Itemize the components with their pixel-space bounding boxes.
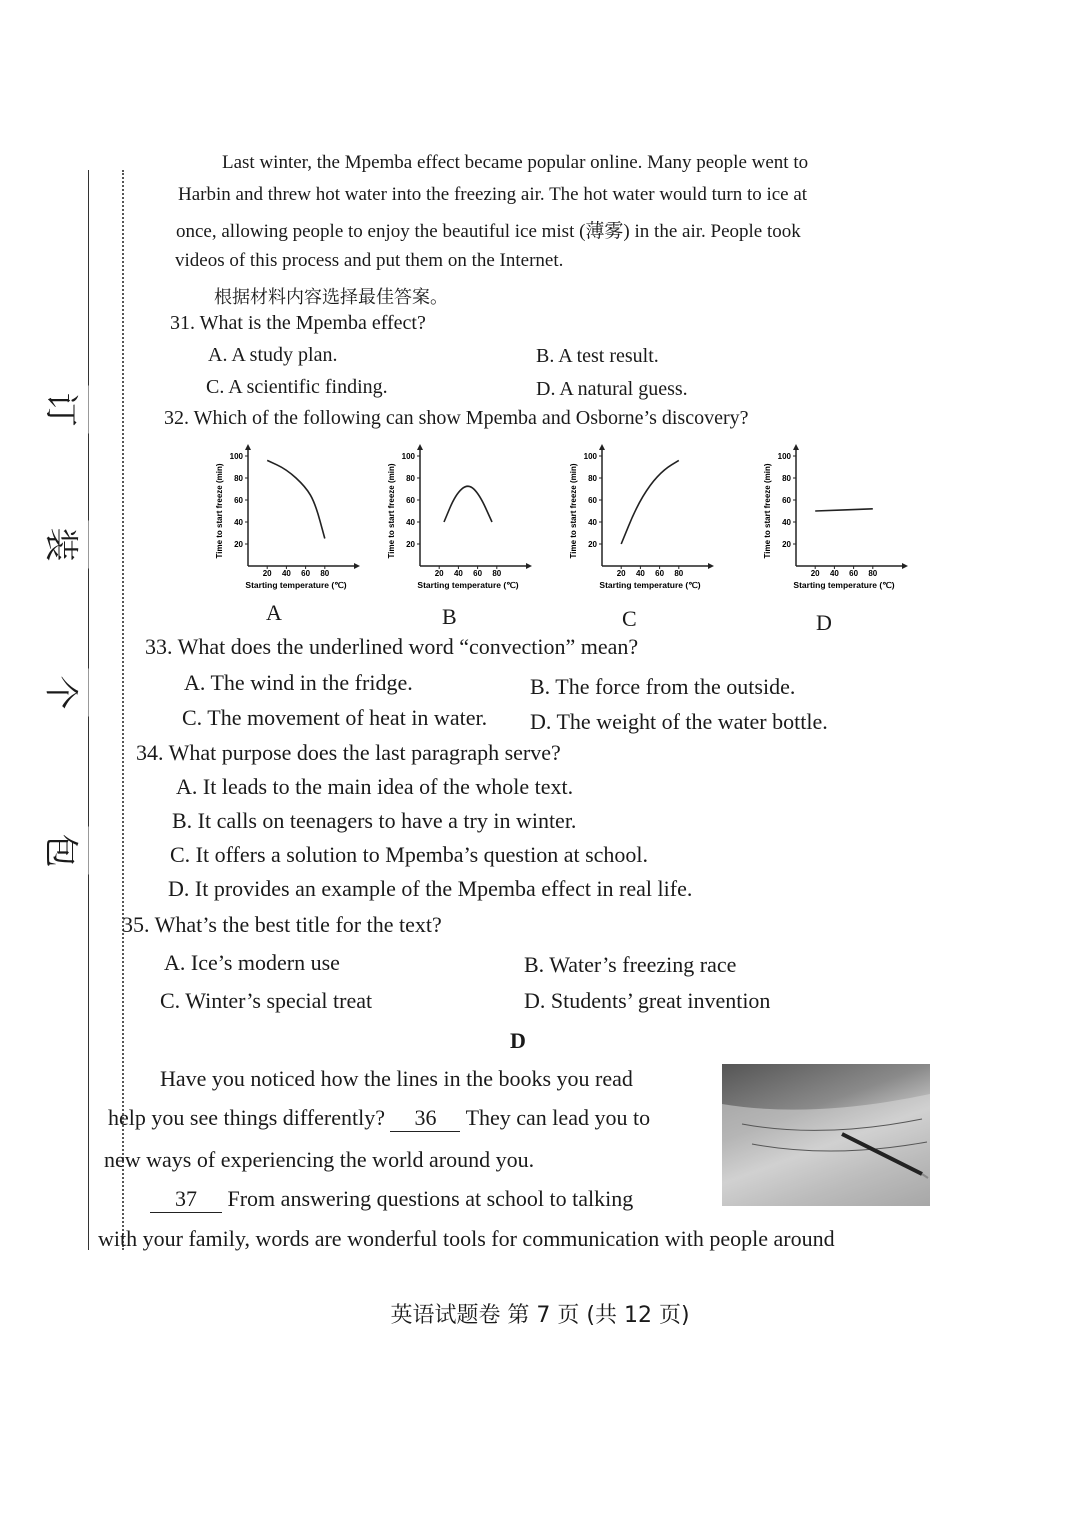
instruction: 根据材料内容选择最佳答案。 [214, 287, 448, 308]
binding-mark-zhuang: 装 [40, 521, 89, 569]
book-pen-illustration [722, 1064, 930, 1206]
y-axis-label: Time to start freeze (min) [387, 463, 396, 559]
q35-option-c: C. Winter’s special treat [160, 988, 373, 1013]
q35-option-a: A. Ice’s modern use [164, 950, 340, 975]
q33-stem: 33. What does the underlined word “convection” mean? [145, 634, 639, 659]
y-tick-label: 100 [777, 452, 791, 461]
y-tick-label: 80 [782, 474, 791, 483]
series-line [267, 460, 325, 538]
x-tick-label: 60 [655, 569, 665, 578]
x-tick-label: 20 [262, 569, 272, 578]
y-tick-label: 40 [406, 518, 415, 527]
x-tick-label: 80 [674, 569, 684, 578]
section-d-line-3: new ways of experiencing the world around you. [104, 1147, 535, 1172]
q33-option-b: B. The force from the outside. [530, 674, 796, 699]
series-line [621, 460, 679, 544]
chart-letter-c: C [622, 606, 637, 631]
x-tick-label: 40 [829, 569, 839, 578]
q32-stem: 32. Which of the following can show Mpemba and Osborne’s discovery? [164, 407, 749, 429]
passage-line-4: videos of this process and put them on the Internet. [175, 250, 564, 271]
x-tick-label: 40 [453, 569, 463, 578]
q33-option-d: D. The weight of the water bottle. [530, 709, 828, 734]
q35-option-b: B. Water’s freezing race [524, 952, 737, 977]
series-line [444, 486, 492, 522]
q33-option-c: C. The movement of heat in water. [182, 705, 488, 730]
chart-a [200, 448, 370, 598]
y-tick-label: 60 [782, 496, 791, 505]
y-tick-label: 100 [583, 452, 597, 461]
y-tick-label: 20 [234, 540, 243, 549]
section-d-line-4 [150, 1186, 633, 1213]
y-tick-label: 20 [588, 540, 597, 549]
chart-c [554, 448, 724, 598]
x-axis-arrow [354, 563, 360, 569]
section-d-line-4-end: From answering questions at school to talking [227, 1186, 634, 1211]
q31-option-c: C. A scientific finding. [206, 376, 388, 398]
x-axis-label: Starting temperature (℃) [793, 580, 895, 590]
binding-mark-ge: 个 [40, 669, 89, 717]
q31-option-b: B. A test result. [536, 345, 659, 367]
q34-option-b: B. It calls on teenagers to have a try in winter. [172, 808, 577, 833]
x-tick-label: 20 [616, 569, 626, 578]
y-tick-label: 100 [229, 452, 243, 461]
q31-option-a: A. A study plan. [208, 344, 338, 366]
chart-b-svg [372, 448, 542, 598]
book-pen-photo [722, 1064, 930, 1206]
y-tick-label: 80 [406, 474, 415, 483]
series-line [815, 509, 873, 511]
section-d-line-2-start: help you see things differently? [108, 1105, 385, 1130]
x-tick-label: 60 [301, 569, 311, 578]
y-tick-label: 60 [234, 496, 243, 505]
chart-letter-a: A [266, 600, 282, 625]
chart-d [748, 448, 918, 598]
x-tick-label: 40 [635, 569, 645, 578]
chart-letter-b: B [442, 604, 457, 629]
y-tick-label: 80 [234, 474, 243, 483]
section-d-line-2 [108, 1105, 650, 1132]
binding-mark-ding: 订 [40, 386, 89, 434]
y-tick-label: 20 [782, 540, 791, 549]
x-axis-label: Starting temperature (℃) [599, 580, 701, 590]
binding-mark-bao: 包 [40, 827, 89, 875]
y-tick-label: 60 [588, 496, 597, 505]
x-axis-label: Starting temperature (℃) [245, 580, 347, 590]
passage-line-1: Last winter, the Mpemba effect became popular online. Many people went to [222, 152, 809, 173]
q34-stem: 34. What purpose does the last paragraph serve? [136, 740, 561, 765]
y-axis-arrow [245, 444, 251, 450]
y-tick-label: 80 [588, 474, 597, 483]
q34-option-c: C. It offers a solution to Mpemba’s question at school. [170, 842, 649, 867]
y-tick-label: 100 [401, 452, 415, 461]
chart-c-svg [554, 448, 724, 598]
section-d-heading: D [510, 1028, 526, 1053]
y-axis-arrow [599, 444, 605, 450]
chart-b [372, 448, 542, 598]
x-tick-label: 80 [492, 569, 502, 578]
y-axis-label: Time to start freeze (min) [569, 463, 578, 559]
x-axis-arrow [902, 563, 908, 569]
y-tick-label: 20 [406, 540, 415, 549]
section-d-line-5: with your family, words are wonderful tools for communication with people around [98, 1226, 835, 1251]
y-tick-label: 60 [406, 496, 415, 505]
x-tick-label: 20 [810, 569, 820, 578]
q34-option-d: D. It provides an example of the Mpemba effect in real life. [168, 876, 693, 901]
x-axis-arrow [708, 563, 714, 569]
x-tick-label: 60 [473, 569, 483, 578]
x-tick-label: 80 [320, 569, 330, 578]
x-tick-label: 60 [849, 569, 859, 578]
y-axis-arrow [793, 444, 799, 450]
y-tick-label: 40 [234, 518, 243, 527]
binding-dotted-line [122, 170, 124, 1250]
section-d-line-2-end: They can lead you to [465, 1105, 651, 1130]
y-axis-label: Time to start freeze (min) [763, 463, 772, 559]
y-tick-label: 40 [782, 518, 791, 527]
passage-line-2: Harbin and threw hot water into the freezing air. The hot water would turn to ice at [178, 184, 808, 205]
x-tick-label: 80 [868, 569, 878, 578]
page-footer: 英语试题卷 第 7 页 (共 12 页) [390, 1303, 690, 1328]
y-tick-label: 40 [588, 518, 597, 527]
chart-letter-d: D [816, 610, 832, 635]
x-tick-label: 20 [434, 569, 444, 578]
y-axis-label: Time to start freeze (min) [215, 463, 224, 559]
blank-37[interactable]: 37 [150, 1186, 222, 1213]
x-axis-label: Starting temperature (℃) [417, 580, 519, 590]
q31-option-d: D. A natural guess. [536, 378, 688, 400]
q33-option-a: A. The wind in the fridge. [184, 670, 413, 695]
passage-line-3: once, allowing people to enjoy the beautiful ice mist (薄雾) in the air. People took [176, 221, 801, 242]
q35-option-d: D. Students’ great invention [524, 988, 771, 1013]
y-axis-arrow [417, 444, 423, 450]
q31-stem: 31. What is the Mpemba effect? [170, 312, 426, 334]
q35-stem: 35. What’s the best title for the text? [122, 912, 442, 937]
x-tick-label: 40 [281, 569, 291, 578]
section-d-line-1: Have you noticed how the lines in the books you read [160, 1066, 633, 1091]
x-axis-arrow [526, 563, 532, 569]
q34-option-a: A. It leads to the main idea of the whole text. [176, 774, 574, 799]
chart-d-svg [748, 448, 918, 598]
blank-36[interactable]: 36 [390, 1105, 460, 1132]
chart-a-svg [200, 448, 370, 598]
